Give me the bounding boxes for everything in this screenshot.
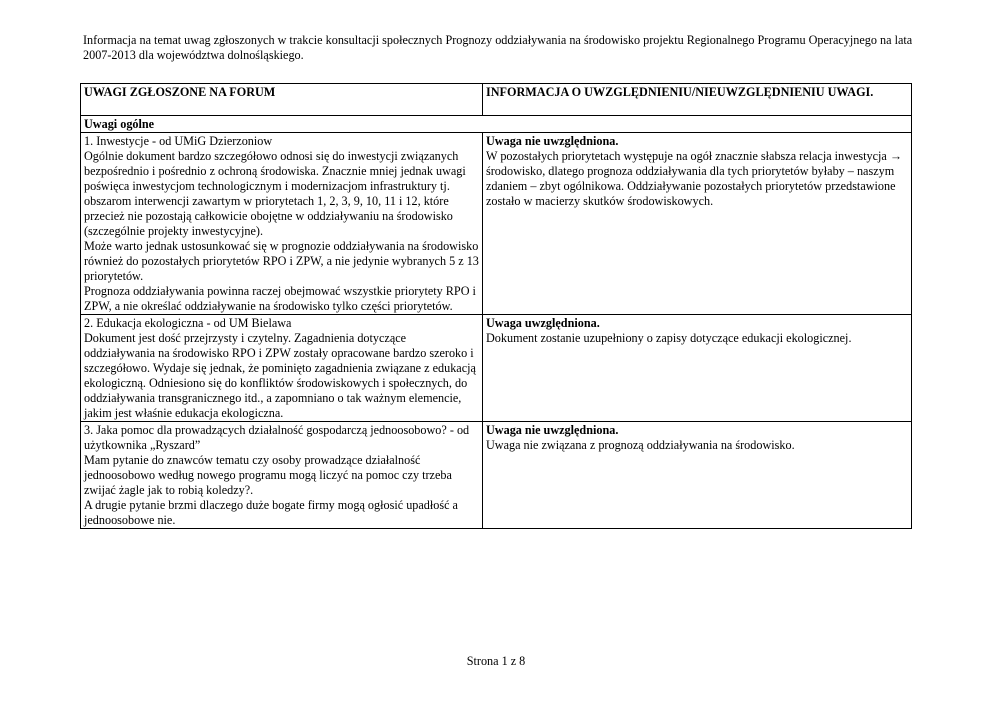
comment-paragraph: Może warto jednak ustosunkować się w prognozie oddziaływania na środowisko również do pozostałych priorytetów RPO i ZPW, a nie jedynie wybranych 5 z 13 priorytetów.	[84, 239, 479, 283]
response-cell	[483, 422, 912, 529]
section-title: Uwagi ogólne	[81, 116, 912, 133]
comment-paragraph: A drugie pytanie brzmi dlaczego duże bogate firmy mogą ogłosić upadłość a jednoosobowe nie.	[84, 498, 458, 527]
header-comments: UWAGI ZGŁOSZONE NA FORUM	[81, 84, 483, 116]
comments-table	[80, 83, 912, 529]
response-status: Uwaga uwzględniona.	[486, 316, 600, 330]
response-text: Uwaga nie związana z prognozą oddziaływania na środowisko.	[486, 438, 795, 452]
response-status: Uwaga nie uwzględniona.	[486, 134, 619, 148]
response-text: Dokument zostanie uzupełniony o zapisy dotyczące edukacji ekologicznej.	[486, 331, 852, 345]
comment-paragraph: Mam pytanie do znawców tematu czy osoby prowadzące działalność jednoosobowo według nowego programu mogą liczyć na pomoc czy trzeba zwijać żagle jak to robią koledzy?.	[84, 453, 452, 497]
header-information: INFORMACJA O UWZGLĘDNIENIU/NIEUWZGLĘDNIENIU UWAGI.	[483, 84, 912, 116]
table-header-row	[81, 84, 912, 116]
comment-paragraph: Prognoza oddziaływania powinna raczej obejmować wszystkie priorytety RPO i ZPW, a nie określać oddziaływanie na środowisko tylko części priorytetów.	[84, 284, 476, 313]
comment-cell	[81, 315, 483, 422]
comment-title: 3. Jaka pomoc dla prowadzących działalność gospodarczą jednoosobowo? - od użytkownika „Ryszard”	[84, 423, 470, 452]
page-number: Strona 1 z 8	[466, 654, 526, 668]
document-intro: Informacja na temat uwag zgłoszonych w trakcie konsultacji społecznych Prognozy oddziaływania na środowisko projektu Regionalnego Programu Operacyjnego na lata 2007-2013 dla województwa dolnośląskiego.	[83, 33, 913, 62]
response-cell	[483, 315, 912, 422]
table-row	[81, 422, 912, 529]
comment-title: 1. Inwestycje - od UMiG Dzierzoniow	[84, 134, 273, 148]
response-text: W pozostałych priorytetach występuje na ogół znacznie słabsza relacja inwestycja → środowisko, dlatego prognoza oddziaływania dla tych priorytetów byłaby – naszym zdaniem – zbyt ogólnikowa. Oddziaływanie pozostałych priorytetów przedstawione zostało w macierzy skutków środowiskowych.	[486, 149, 903, 208]
table-row	[81, 315, 912, 422]
comment-paragraph: Dokument jest dość przejrzysty i czytelny. Zagadnienia dotyczące oddziaływania na środowisko RPO i ZPW zostały opracowane bardzo szeroko i szczegółowo. Wydaje się jednak, że pominięto zagadnienia związane z edukacją ekologiczną. Odniesiono się do konfliktów środowiskowych i społecznych, do oddziaływania transgranicznego itd., a zapomniano o tak ważnym elemencie, jakim jest właśnie edukacja ekologiczna.	[84, 331, 476, 420]
comment-paragraph: Ogólnie dokument bardzo szczegółowo odnosi się do inwestycji związanych bezpośrednio i pośrednio z ochroną środowiska. Znacznie mniej jednak uwagi poświęca inwestycjom technologicznym i modernizacjom infrastruktury tj. obszarom interwencji zawartym w priorytetach 1, 2, 3, 9, 10, 11 i 12, które przecież nie pozostają całkowicie obojętne w oddziaływaniu na środowisko (szczególnie projekty inwestycyjne).	[84, 149, 466, 238]
comment-title: 2. Edukacja ekologiczna - od UM Bielawa	[84, 316, 292, 330]
comment-cell	[81, 133, 483, 315]
response-cell	[483, 133, 912, 315]
table-row	[81, 133, 912, 315]
comment-cell	[81, 422, 483, 529]
section-row	[81, 116, 912, 133]
response-status: Uwaga nie uwzględniona.	[486, 423, 619, 437]
